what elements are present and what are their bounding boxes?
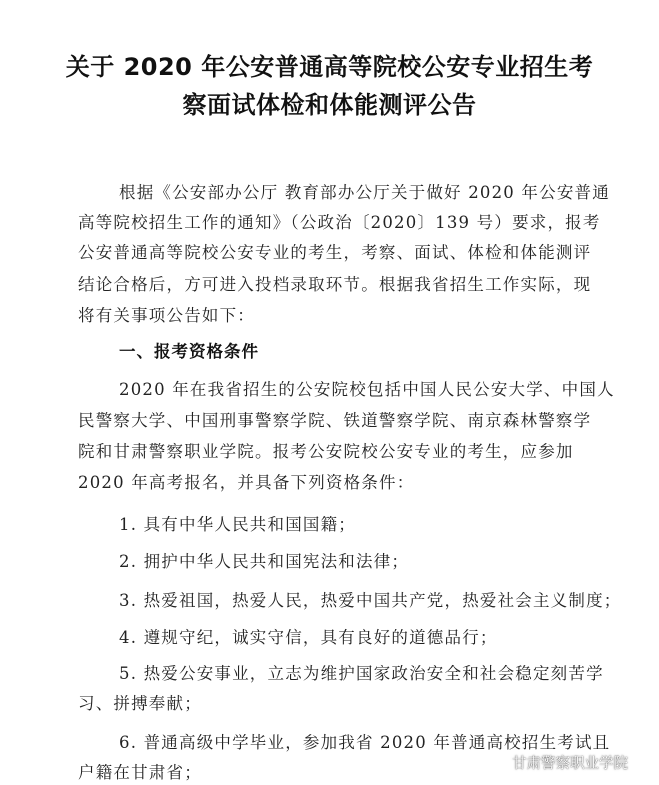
title-line-1: 关于 2020 年公安普通高等院校公安专业招生考: [65, 53, 594, 81]
condition-5-line-1: 5. 热爱公安事业，立志为维护国家政治安全和社会稳定刻苦学: [119, 664, 604, 683]
section1-line-1: 2020 年在我省招生的公安院校包括中国人民公安大学、中国人: [119, 380, 615, 399]
condition-5-line-2: 习、拼搏奉献；: [78, 694, 202, 713]
intro-line-5: 将有关事项公告如下：: [78, 306, 255, 325]
condition-4: 4. 遵规守纪，诚实守信，具有良好的道德品行；: [119, 628, 498, 647]
intro-line-2: 高等院校招生工作的通知》（公政治〔2020〕139 号）要求，报考: [78, 213, 601, 232]
condition-2: 2. 拥护中华人民共和国宪法和法律；: [119, 552, 410, 571]
wechat-icon: [488, 754, 508, 771]
condition-6-line-2: 户籍在甘肃省；: [78, 763, 202, 782]
title-line-2: 察面试体检和体能测评公告: [182, 91, 477, 119]
watermark-text: 甘肃警察职业学院: [512, 756, 628, 772]
intro-line-3: 公安普通高等院校公安专业的考生，考察、面试、体检和体能测评: [78, 243, 592, 262]
section1-line-4: 2020 年高考报名，并具备下列资格条件：: [78, 473, 415, 492]
intro-line-4: 结论合格后，方可进入投档录取环节。根据我省招生工作实际，现: [78, 275, 592, 294]
section1-line-3: 院和甘肃警察职业学院。报考公安院校公安专业的考生，应参加: [78, 442, 574, 461]
section1-line-2: 民警察大学、中国刑事警察学院、铁道警察学院、南京森林警察学: [78, 411, 592, 430]
wechat-watermark: [488, 752, 628, 773]
section-heading-eligibility: 一、报考资格条件: [119, 342, 259, 361]
condition-1: 1. 具有中华人民共和国国籍；: [119, 515, 356, 534]
intro-line-1: 根据《公安部办公厅 教育部办公厅关于做好 2020 年公安普通: [119, 183, 610, 202]
condition-6-line-1: 6. 普通高级中学毕业，参加我省 2020 年普通高校招生考试且: [119, 733, 611, 752]
condition-3: 3. 热爱祖国，热爱人民，热爱中国共产党，热爱社会主义制度；: [119, 591, 622, 610]
